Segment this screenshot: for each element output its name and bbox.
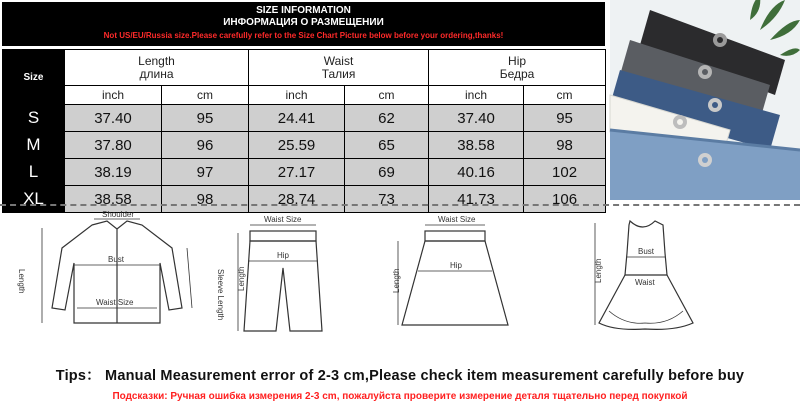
table-cell: 73 xyxy=(345,186,429,213)
table-group-row xyxy=(3,50,606,86)
dress-bust-label: Bust xyxy=(638,247,655,256)
unit-header: cm xyxy=(345,86,429,105)
shirt-bust-label: Bust xyxy=(108,255,125,264)
group-waist-ru: Талия xyxy=(321,66,356,81)
table-cell: 38.58 xyxy=(65,186,162,213)
table-cell: 24.41 xyxy=(249,105,345,132)
table-cell: 41.73 xyxy=(429,186,524,213)
pants-length-label: Length xyxy=(237,266,246,291)
table-cell: 25.59 xyxy=(249,132,345,159)
shirt-waist-label: Waist Size xyxy=(96,298,134,307)
unit-header: cm xyxy=(524,86,606,105)
shirt-length-label: Length xyxy=(17,269,26,294)
size-label: XL xyxy=(3,186,65,213)
size-corner-label: Size xyxy=(3,50,65,105)
table-row xyxy=(3,132,606,159)
table-cell: 98 xyxy=(524,132,606,159)
table-cell: 69 xyxy=(345,159,429,186)
skirt-measure-lines xyxy=(398,225,492,325)
size-chart-table xyxy=(2,49,606,213)
tips-ru: Подсказки: Ручная ошибка измерения 2-3 cm, пожалуйста проверите измерение деталя тщательно перед покупкой xyxy=(112,391,688,402)
table-cell: 38.58 xyxy=(429,132,524,159)
pants-hip-label: Hip xyxy=(277,251,290,260)
table-cell: 65 xyxy=(345,132,429,159)
group-length-en: Length xyxy=(138,53,175,68)
header-title-en: SIZE INFORMATION xyxy=(256,5,351,16)
unit-header: cm xyxy=(162,86,249,105)
table-cell: 95 xyxy=(524,105,606,132)
table-row xyxy=(3,159,606,186)
table-cell: 37.80 xyxy=(65,132,162,159)
group-length xyxy=(65,50,249,86)
jeans-product-photo xyxy=(610,0,800,200)
skirt-outline-icon xyxy=(402,231,508,325)
table-cell: 40.16 xyxy=(429,159,524,186)
table-row xyxy=(3,105,606,132)
unit-header: inch xyxy=(429,86,524,105)
group-hip xyxy=(429,50,606,86)
skirt-length-label: Length xyxy=(392,268,401,293)
group-length-ru: длина xyxy=(139,66,174,81)
size-label: M xyxy=(3,132,65,159)
table-cell: 62 xyxy=(345,105,429,132)
header-notice: Not US/EU/Russia size.Please carefully refer to the Size Chart Picture below before your ordering,thanks! xyxy=(103,31,504,40)
table-cell: 97 xyxy=(162,159,249,186)
table-cell: 98 xyxy=(162,186,249,213)
group-hip-ru: Бедра xyxy=(499,66,535,81)
size-info-header xyxy=(2,2,605,46)
size-label: L xyxy=(3,159,65,186)
group-hip-en: Hip xyxy=(508,53,527,68)
skirt-waist-label: Waist Size xyxy=(438,215,476,224)
dress-length-label: Length xyxy=(594,258,603,283)
header-title-ru: ИНФОРМАЦИЯ О РАЗМЕЩЕНИИ xyxy=(223,17,384,28)
pants-diagram xyxy=(228,213,338,338)
table-cell: 106 xyxy=(524,186,606,213)
skirt-hip-label: Hip xyxy=(450,261,463,270)
tips-en: Tips： Manual Measurement error of 2-3 cm,Please check item measurement carefully before buy xyxy=(55,368,745,384)
pants-waist-label: Waist Size xyxy=(264,215,302,224)
jeans-stack-image xyxy=(610,0,800,200)
table-cell: 37.40 xyxy=(65,105,162,132)
table-unit-row xyxy=(3,86,606,105)
table-cell: 95 xyxy=(162,105,249,132)
table-cell: 28.74 xyxy=(249,186,345,213)
shirt-diagram xyxy=(17,210,225,338)
section-divider xyxy=(0,204,800,206)
dress-diagram xyxy=(585,213,705,338)
dress-waist-label: Waist xyxy=(635,278,655,287)
table-cell: 27.17 xyxy=(249,159,345,186)
unit-header: inch xyxy=(249,86,345,105)
unit-header: inch xyxy=(65,86,162,105)
table-cell: 96 xyxy=(162,132,249,159)
shirt-sleeve-label: Sleeve Length xyxy=(216,269,225,321)
table-cell: 102 xyxy=(524,159,606,186)
group-waist xyxy=(249,50,429,86)
group-waist-en: Waist xyxy=(323,53,354,68)
skirt-diagram xyxy=(390,213,520,338)
size-label: S xyxy=(3,105,65,132)
pants-outline-icon xyxy=(244,231,322,331)
table-cell: 37.40 xyxy=(429,105,524,132)
table-cell: 38.19 xyxy=(65,159,162,186)
table-row xyxy=(3,186,606,213)
shirt-shoulder-label: Shoulder xyxy=(102,210,135,219)
